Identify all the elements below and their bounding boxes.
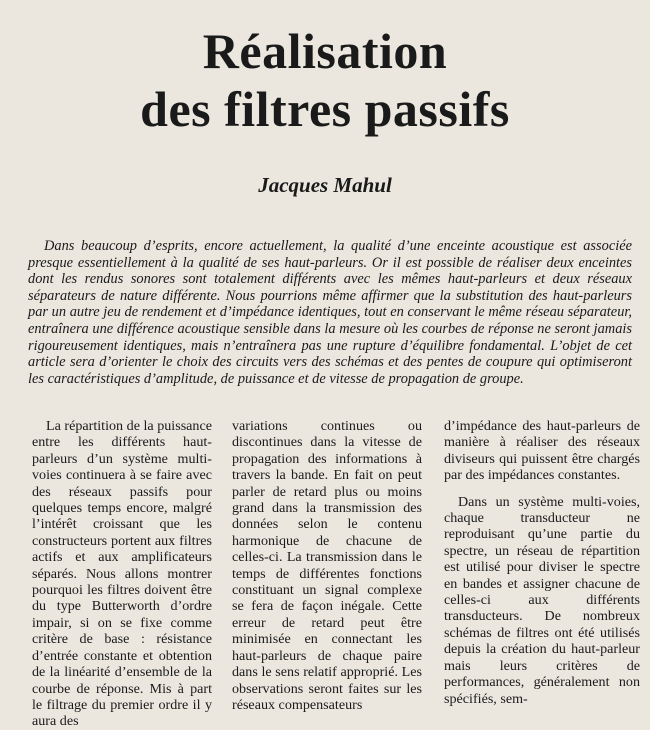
column-3-paragraph-2: Dans un système multi-voies, chaque transducteur ne reproduisant qu’une partie du spectre, un réseau de répartition est utilisé pour diviser le spectre en bandes et assigner chacune de celles-ci aux différents transducteurs. De nombreux schémas de filtres ont été utilisés depuis la création du haut-parleur mais leurs critères de performances, généralement non spécifiés, sem-	[444, 493, 640, 707]
column-3-paragraph-1: d’impédance des haut-parleurs de manière à réaliser des réseaux diviseurs qui puissent être chargés par des impédances constantes.	[444, 418, 640, 484]
title-line-2: des filtres passifs	[140, 81, 510, 137]
column-1-paragraph: La répartition de la puissance entre les différents haut-parleurs d’un système multi-voies continuera à se faire avec des réseaux passifs pour quelques temps encore, malgré l’intérêt croissant que les constructeurs portent aux filtres actifs et aux amplificateurs séparés. Nous allons montrer pourquoi les filtres doivent être du type Butterworth d’ordre impair, si on se fixe comme critère de base : résistance d’entrée constante et obtention de la linéarité d’ensemble de la courbe de réponse. Mis à part le filtrage du premier ordre il y aura des	[32, 418, 212, 730]
column-3	[444, 418, 640, 707]
title-line-1: Réalisation	[202, 23, 448, 79]
column-2	[232, 418, 422, 713]
article-title	[0, 22, 650, 138]
column-1	[32, 418, 212, 730]
column-2-paragraph: variations continues ou discontinues dans la vitesse de propagation des informations à travers la bande. En fait on peut parler de retard plus ou moins grand dans la transmission des données selon le contenu harmonique de chacune de celles-ci. La transmission dans le temps de différentes fonctions constituant un signal complexe se fera de façon inégale. Cette erreur de retard peut être minimisée en connectant les haut-parleurs de chaque paire dans le sens relatif approprié. Les observations seront faites sur les réseaux compensateurs	[232, 418, 422, 713]
body-columns	[32, 418, 640, 730]
abstract-paragraph: Dans beaucoup d’esprits, encore actuellement, la qualité d’une enceinte acoustique est associée presque essentiellement à la qualité de ses haut-parleurs. Or il est possible de réaliser deux enceintes dont les rendus sonores sont totalement différents avec les mêmes haut-parleurs et deux réseaux séparateurs de nature différente. Nous pourrions même affirmer que la substitution des haut-parleurs par un autre jeu de rendement et d’impédance identiques, tout en conservant le même réseau séparateur, entraînera une différence acoustique sensible dans la mesure où les courbes de réponse ne seront jamais rigoureusement identiques, mais n’entraînera pas une rupture d’équilibre fondamental. L’objet de cet article sera d’orienter le choix des circuits vers des schémas et des pentes de coupure qui optimiseront les caractéristiques d’amplitude, de puissance et de vitesse de propagation de groupe.	[28, 238, 632, 387]
author-name: Jacques Mahul	[258, 173, 392, 197]
